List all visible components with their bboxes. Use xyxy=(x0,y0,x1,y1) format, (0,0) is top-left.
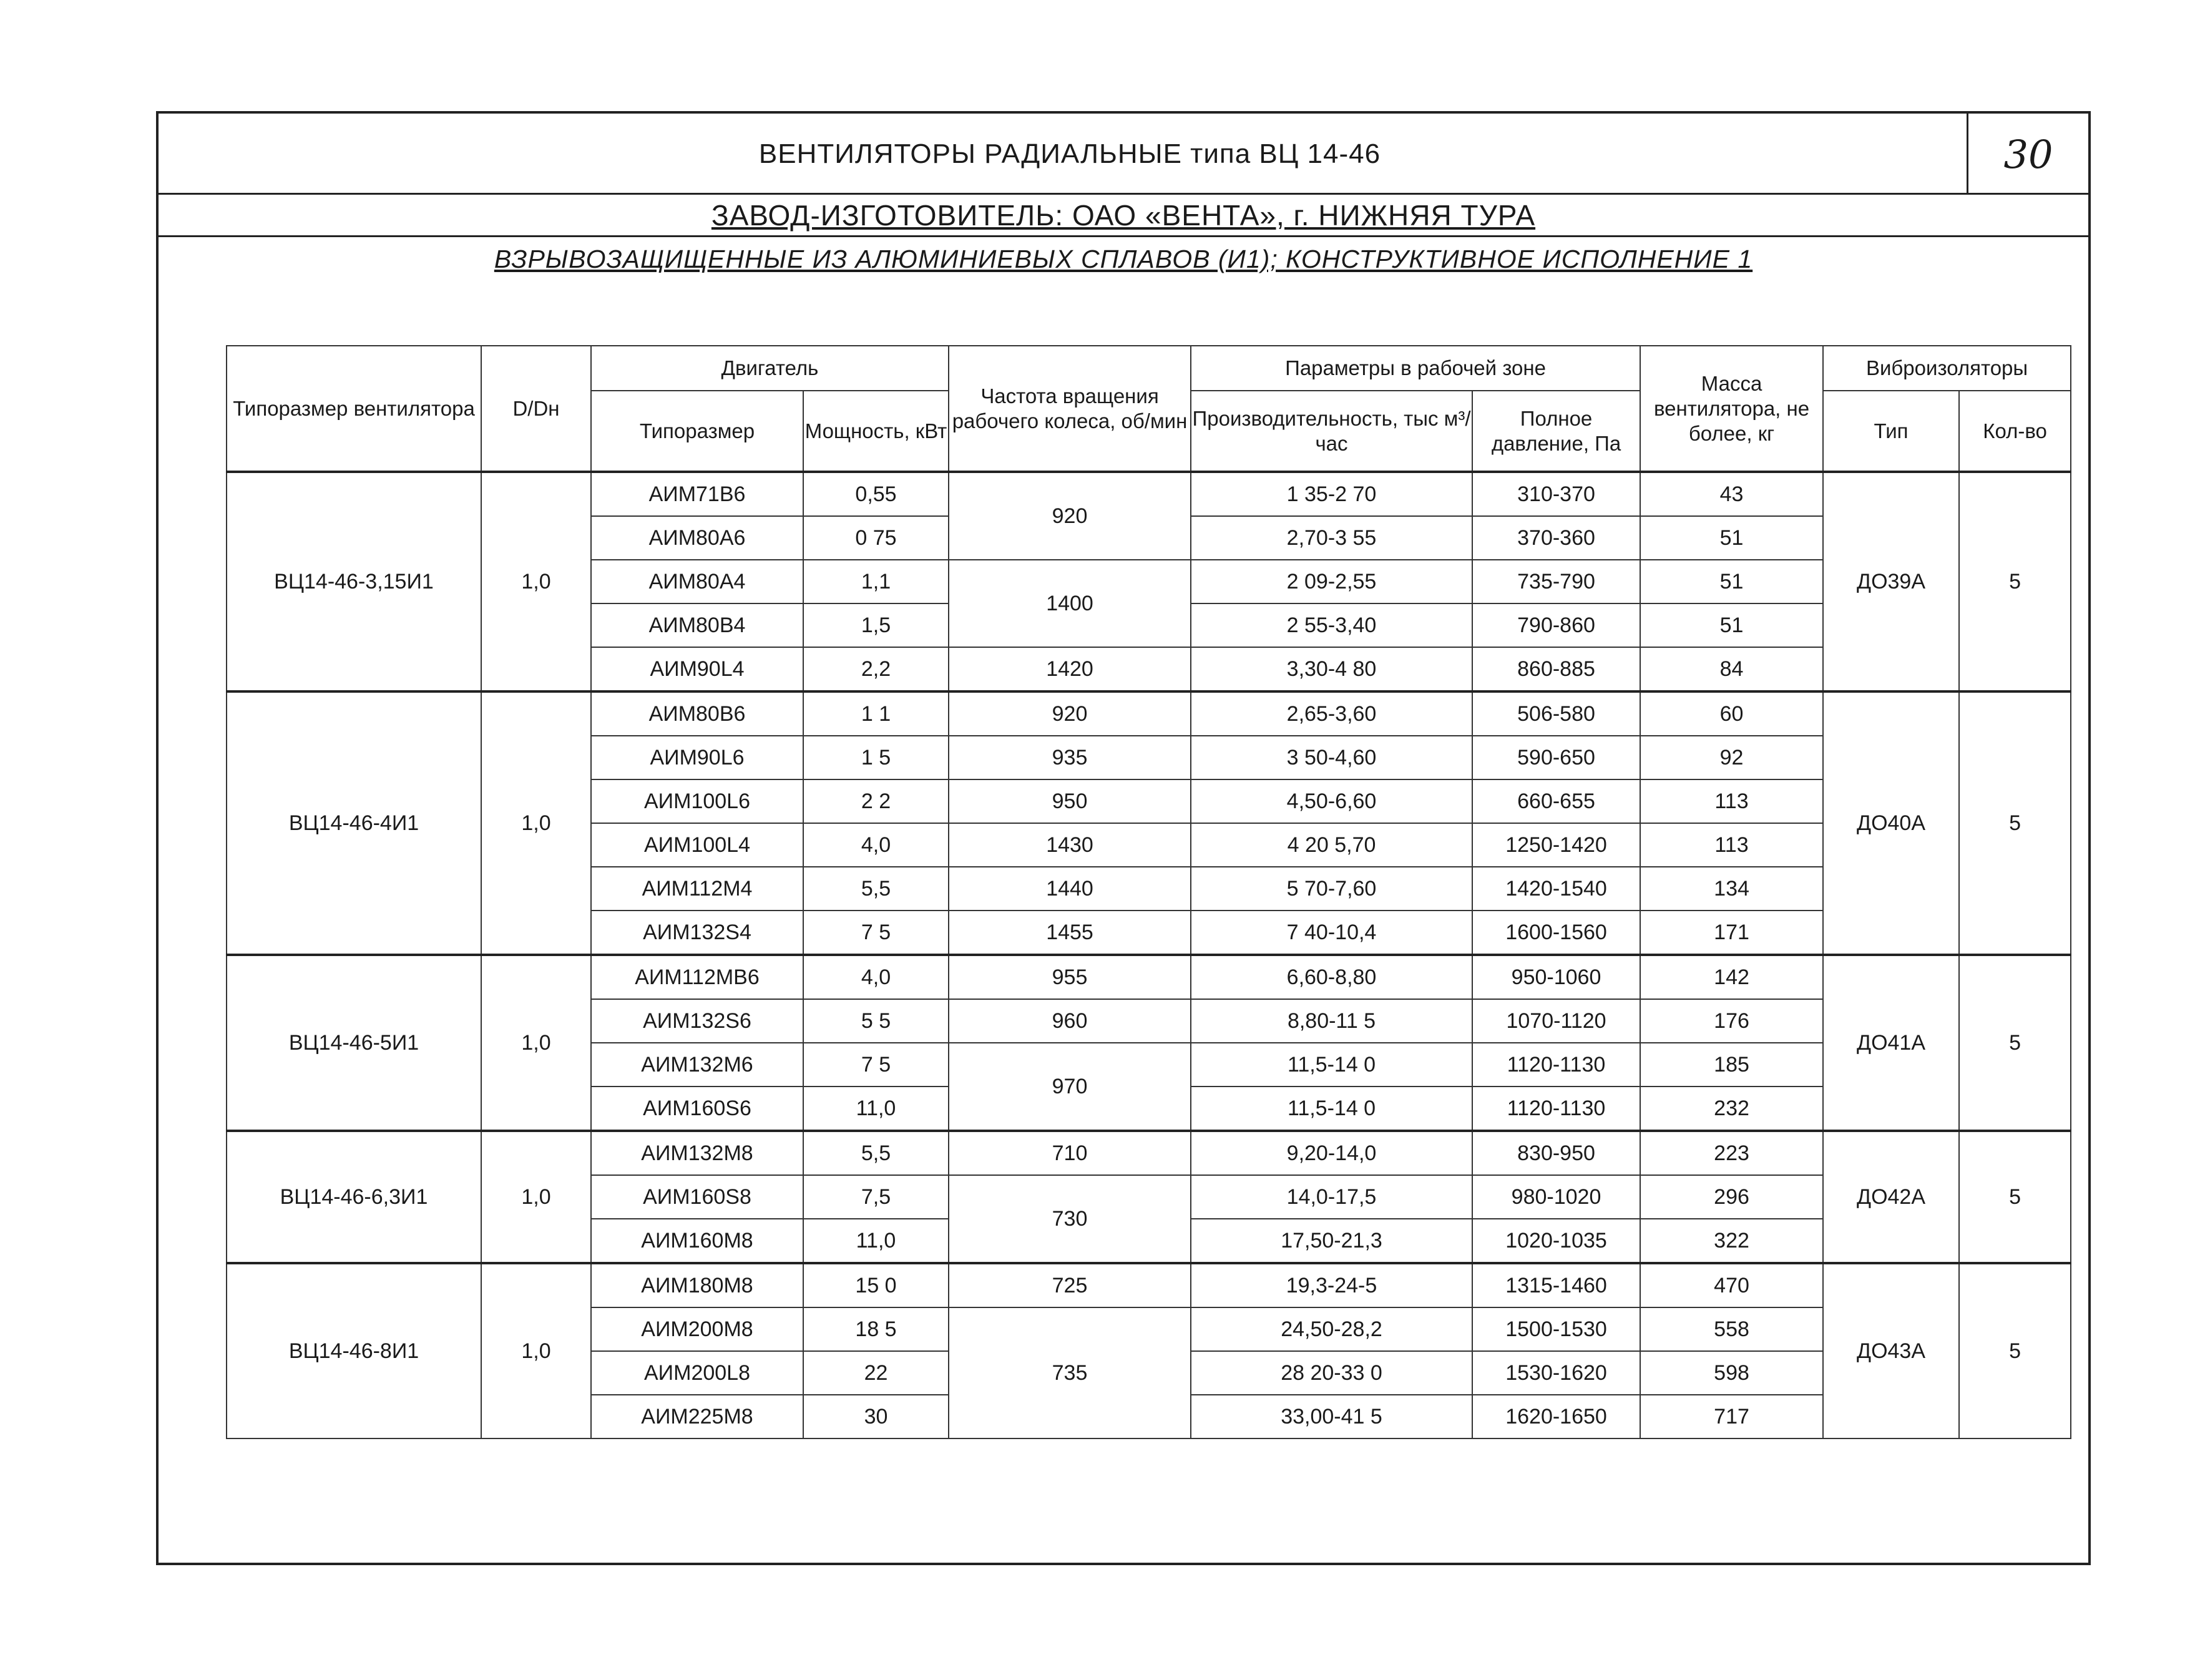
pressure-cell: 860-885 xyxy=(1472,647,1640,691)
motor-type-cell: АИМ112МВ6 xyxy=(591,955,803,999)
fan-size-cell: ВЦ14-46-4И1 xyxy=(227,691,481,955)
motor-type-cell: АИМ160М8 xyxy=(591,1219,803,1263)
pressure-cell: 590-650 xyxy=(1472,736,1640,779)
isolator-count-cell: 5 xyxy=(1959,1263,2071,1438)
capacity-cell: 17,50-21,3 xyxy=(1191,1219,1472,1263)
motor-power-cell: 18 5 xyxy=(803,1307,949,1351)
isolator-type-cell: ДО40А xyxy=(1823,691,1959,955)
motor-power-cell: 4,0 xyxy=(803,823,949,867)
motor-power-cell: 4,0 xyxy=(803,955,949,999)
motor-power-cell: 11,0 xyxy=(803,1219,949,1263)
table-row xyxy=(227,1131,2071,1175)
motor-type-cell: АИМ132М8 xyxy=(591,1131,803,1175)
capacity-cell: 3,30-4 80 xyxy=(1191,647,1472,691)
mass-cell: 113 xyxy=(1640,779,1823,823)
header-mass: Масса вентилятора, не более, кг xyxy=(1640,346,1823,472)
d-ratio-cell: 1,0 xyxy=(481,691,591,955)
motor-type-cell: АИМ90L6 xyxy=(591,736,803,779)
mass-cell: 598 xyxy=(1640,1351,1823,1395)
motor-power-cell: 2 2 xyxy=(803,779,949,823)
capacity-cell: 2,65-3,60 xyxy=(1191,691,1472,736)
mass-cell: 171 xyxy=(1640,911,1823,955)
d-ratio-cell: 1,0 xyxy=(481,472,591,691)
motor-type-cell: АИМ80А6 xyxy=(591,516,803,560)
fan-size-cell: ВЦ14-46-8И1 xyxy=(227,1263,481,1438)
isolator-type-cell: ДО42А xyxy=(1823,1131,1959,1263)
pressure-cell: 1500-1530 xyxy=(1472,1307,1640,1351)
pressure-cell: 660-655 xyxy=(1472,779,1640,823)
table-row xyxy=(227,1263,2071,1307)
header-d-ratio: D/Dн xyxy=(481,346,591,472)
mass-cell: 470 xyxy=(1640,1263,1823,1307)
capacity-cell: 4,50-6,60 xyxy=(1191,779,1472,823)
rpm-cell: 1455 xyxy=(949,911,1191,955)
rpm-cell: 710 xyxy=(949,1131,1191,1175)
motor-power-cell: 1,5 xyxy=(803,603,949,647)
mass-cell: 51 xyxy=(1640,603,1823,647)
rpm-cell: 1440 xyxy=(949,867,1191,911)
pressure-cell: 790-860 xyxy=(1472,603,1640,647)
motor-type-cell: АИМ90L4 xyxy=(591,647,803,691)
header-rpm: Частота вращения рабочего колеса, об/мин xyxy=(949,346,1191,472)
mass-cell: 232 xyxy=(1640,1087,1823,1131)
pressure-cell: 950-1060 xyxy=(1472,955,1640,999)
manufacturer-line: ЗАВОД-ИЗГОТОВИТЕЛЬ: ОАО «ВЕНТА», г. НИЖНЯЯ ТУРА xyxy=(711,198,1536,232)
isolator-count-cell: 5 xyxy=(1959,691,2071,955)
capacity-cell: 1 35-2 70 xyxy=(1191,472,1472,516)
pressure-cell: 1620-1650 xyxy=(1472,1395,1640,1438)
capacity-cell: 2 09-2,55 xyxy=(1191,560,1472,603)
mass-cell: 185 xyxy=(1640,1043,1823,1087)
page-number: 30 xyxy=(1967,114,2088,195)
capacity-cell: 33,00-41 5 xyxy=(1191,1395,1472,1438)
mass-cell: 51 xyxy=(1640,516,1823,560)
capacity-cell: 19,3-24-5 xyxy=(1191,1263,1472,1307)
fan-spec-table xyxy=(226,345,2071,1439)
table-row xyxy=(227,472,2071,516)
capacity-cell: 4 20 5,70 xyxy=(1191,823,1472,867)
mass-cell: 717 xyxy=(1640,1395,1823,1438)
rpm-cell: 960 xyxy=(949,999,1191,1043)
rpm-cell: 730 xyxy=(949,1175,1191,1263)
capacity-cell: 2 55-3,40 xyxy=(1191,603,1472,647)
d-ratio-cell: 1,0 xyxy=(481,1263,591,1438)
mass-cell: 84 xyxy=(1640,647,1823,691)
mass-cell: 134 xyxy=(1640,867,1823,911)
d-ratio-cell: 1,0 xyxy=(481,955,591,1131)
pressure-cell: 1070-1120 xyxy=(1472,999,1640,1043)
table-row xyxy=(227,955,2071,999)
motor-type-cell: АИМ200М8 xyxy=(591,1307,803,1351)
fan-size-cell: ВЦ14-46-3,15И1 xyxy=(227,472,481,691)
motor-power-cell: 7 5 xyxy=(803,1043,949,1087)
pressure-cell: 506-580 xyxy=(1472,691,1640,736)
isolator-type-cell: ДО39А xyxy=(1823,472,1959,691)
header-isolators: Виброизоляторы xyxy=(1823,346,2071,391)
capacity-cell: 11,5-14 0 xyxy=(1191,1087,1472,1131)
motor-type-cell: АИМ200L8 xyxy=(591,1351,803,1395)
capacity-cell: 2,70-3 55 xyxy=(1191,516,1472,560)
capacity-cell: 14,0-17,5 xyxy=(1191,1175,1472,1219)
motor-type-cell: АИМ180М8 xyxy=(591,1263,803,1307)
pressure-cell: 735-790 xyxy=(1472,560,1640,603)
mass-cell: 296 xyxy=(1640,1175,1823,1219)
motor-type-cell: АИМ80В6 xyxy=(591,691,803,736)
header-motor-power: Мощность, кВт xyxy=(803,391,949,472)
capacity-cell: 9,20-14,0 xyxy=(1191,1131,1472,1175)
header-iso-type: Тип xyxy=(1823,391,1959,472)
pressure-cell: 1600-1560 xyxy=(1472,911,1640,955)
manufacturer-row xyxy=(159,195,2088,237)
motor-type-cell: АИМ132S6 xyxy=(591,999,803,1043)
rpm-cell: 970 xyxy=(949,1043,1191,1131)
motor-power-cell: 5,5 xyxy=(803,1131,949,1175)
rpm-cell: 1400 xyxy=(949,560,1191,647)
motor-power-cell: 1,1 xyxy=(803,560,949,603)
isolator-count-cell: 5 xyxy=(1959,955,2071,1131)
mass-cell: 142 xyxy=(1640,955,1823,999)
motor-type-cell: АИМ160S6 xyxy=(591,1087,803,1131)
pressure-cell: 370-360 xyxy=(1472,516,1640,560)
table-row xyxy=(227,691,2071,736)
motor-type-cell: АИМ160S8 xyxy=(591,1175,803,1219)
header-motor: Двигатель xyxy=(591,346,949,391)
motor-power-cell: 11,0 xyxy=(803,1087,949,1131)
motor-power-cell: 15 0 xyxy=(803,1263,949,1307)
subtitle-line: ВЗРЫВОЗАЩИЩЕННЫЕ ИЗ АЛЮМИНИЕВЫХ СПЛАВОВ (И1); КОНСТРУКТИВНОЕ ИСПОЛНЕНИЕ 1 xyxy=(494,244,1753,273)
mass-cell: 92 xyxy=(1640,736,1823,779)
rpm-cell: 920 xyxy=(949,691,1191,736)
motor-type-cell: АИМ71В6 xyxy=(591,472,803,516)
pressure-cell: 1250-1420 xyxy=(1472,823,1640,867)
rpm-cell: 725 xyxy=(949,1263,1191,1307)
title-row xyxy=(159,114,2088,195)
motor-power-cell: 7,5 xyxy=(803,1175,949,1219)
mass-cell: 51 xyxy=(1640,560,1823,603)
header-iso-count: Кол-во xyxy=(1959,391,2071,472)
pressure-cell: 980-1020 xyxy=(1472,1175,1640,1219)
pressure-cell: 1315-1460 xyxy=(1472,1263,1640,1307)
capacity-cell: 3 50-4,60 xyxy=(1191,736,1472,779)
pressure-cell: 310-370 xyxy=(1472,472,1640,516)
motor-power-cell: 30 xyxy=(803,1395,949,1438)
motor-power-cell: 1 1 xyxy=(803,691,949,736)
rpm-cell: 920 xyxy=(949,472,1191,560)
header-fan-size: Типоразмер вентилятора xyxy=(227,346,481,472)
isolator-count-cell: 5 xyxy=(1959,472,2071,691)
rpm-cell: 1430 xyxy=(949,823,1191,867)
pressure-cell: 1120-1130 xyxy=(1472,1087,1640,1131)
motor-type-cell: АИМ132S4 xyxy=(591,911,803,955)
pressure-cell: 1530-1620 xyxy=(1472,1351,1640,1395)
motor-power-cell: 5 5 xyxy=(803,999,949,1043)
capacity-cell: 8,80-11 5 xyxy=(1191,999,1472,1043)
mass-cell: 113 xyxy=(1640,823,1823,867)
motor-type-cell: АИМ225М8 xyxy=(591,1395,803,1438)
capacity-cell: 24,50-28,2 xyxy=(1191,1307,1472,1351)
motor-power-cell: 22 xyxy=(803,1351,949,1395)
motor-power-cell: 0 75 xyxy=(803,516,949,560)
motor-type-cell: АИМ100L6 xyxy=(591,779,803,823)
pressure-cell: 1120-1130 xyxy=(1472,1043,1640,1087)
capacity-cell: 7 40-10,4 xyxy=(1191,911,1472,955)
rpm-cell: 950 xyxy=(949,779,1191,823)
header-pressure: Полное давление, Па xyxy=(1472,391,1640,472)
pressure-cell: 1420-1540 xyxy=(1472,867,1640,911)
motor-power-cell: 7 5 xyxy=(803,911,949,955)
d-ratio-cell: 1,0 xyxy=(481,1131,591,1263)
mass-cell: 322 xyxy=(1640,1219,1823,1263)
header-work-params: Параметры в рабочей зоне xyxy=(1191,346,1640,391)
capacity-cell: 11,5-14 0 xyxy=(1191,1043,1472,1087)
motor-power-cell: 5,5 xyxy=(803,867,949,911)
mass-cell: 43 xyxy=(1640,472,1823,516)
rpm-cell: 735 xyxy=(949,1307,1191,1438)
motor-power-cell: 2,2 xyxy=(803,647,949,691)
document-title: ВЕНТИЛЯТОРЫ РАДИАЛЬНЫЕ типа ВЦ 14-46 xyxy=(758,139,1381,169)
motor-power-cell: 1 5 xyxy=(803,736,949,779)
mass-cell: 60 xyxy=(1640,691,1823,736)
fan-size-cell: ВЦ14-46-6,3И1 xyxy=(227,1131,481,1263)
motor-type-cell: АИМ132М6 xyxy=(591,1043,803,1087)
mass-cell: 223 xyxy=(1640,1131,1823,1175)
capacity-cell: 5 70-7,60 xyxy=(1191,867,1472,911)
rpm-cell: 955 xyxy=(949,955,1191,999)
motor-type-cell: АИМ100L4 xyxy=(591,823,803,867)
capacity-cell: 28 20-33 0 xyxy=(1191,1351,1472,1395)
motor-power-cell: 0,55 xyxy=(803,472,949,516)
fan-size-cell: ВЦ14-46-5И1 xyxy=(227,955,481,1131)
pressure-cell: 830-950 xyxy=(1472,1131,1640,1175)
rpm-cell: 935 xyxy=(949,736,1191,779)
motor-type-cell: АИМ112М4 xyxy=(591,867,803,911)
capacity-cell: 6,60-8,80 xyxy=(1191,955,1472,999)
isolator-type-cell: ДО43А xyxy=(1823,1263,1959,1438)
motor-type-cell: АИМ80В4 xyxy=(591,603,803,647)
motor-type-cell: АИМ80А4 xyxy=(591,560,803,603)
mass-cell: 558 xyxy=(1640,1307,1823,1351)
mass-cell: 176 xyxy=(1640,999,1823,1043)
isolator-type-cell: ДО41А xyxy=(1823,955,1959,1131)
rpm-cell: 1420 xyxy=(949,647,1191,691)
header-capacity: Производительность, тыс м³/час xyxy=(1191,391,1472,472)
header-motor-type: Типоразмер xyxy=(591,391,803,472)
pressure-cell: 1020-1035 xyxy=(1472,1219,1640,1263)
subtitle-row xyxy=(159,238,2088,280)
isolator-count-cell: 5 xyxy=(1959,1131,2071,1263)
